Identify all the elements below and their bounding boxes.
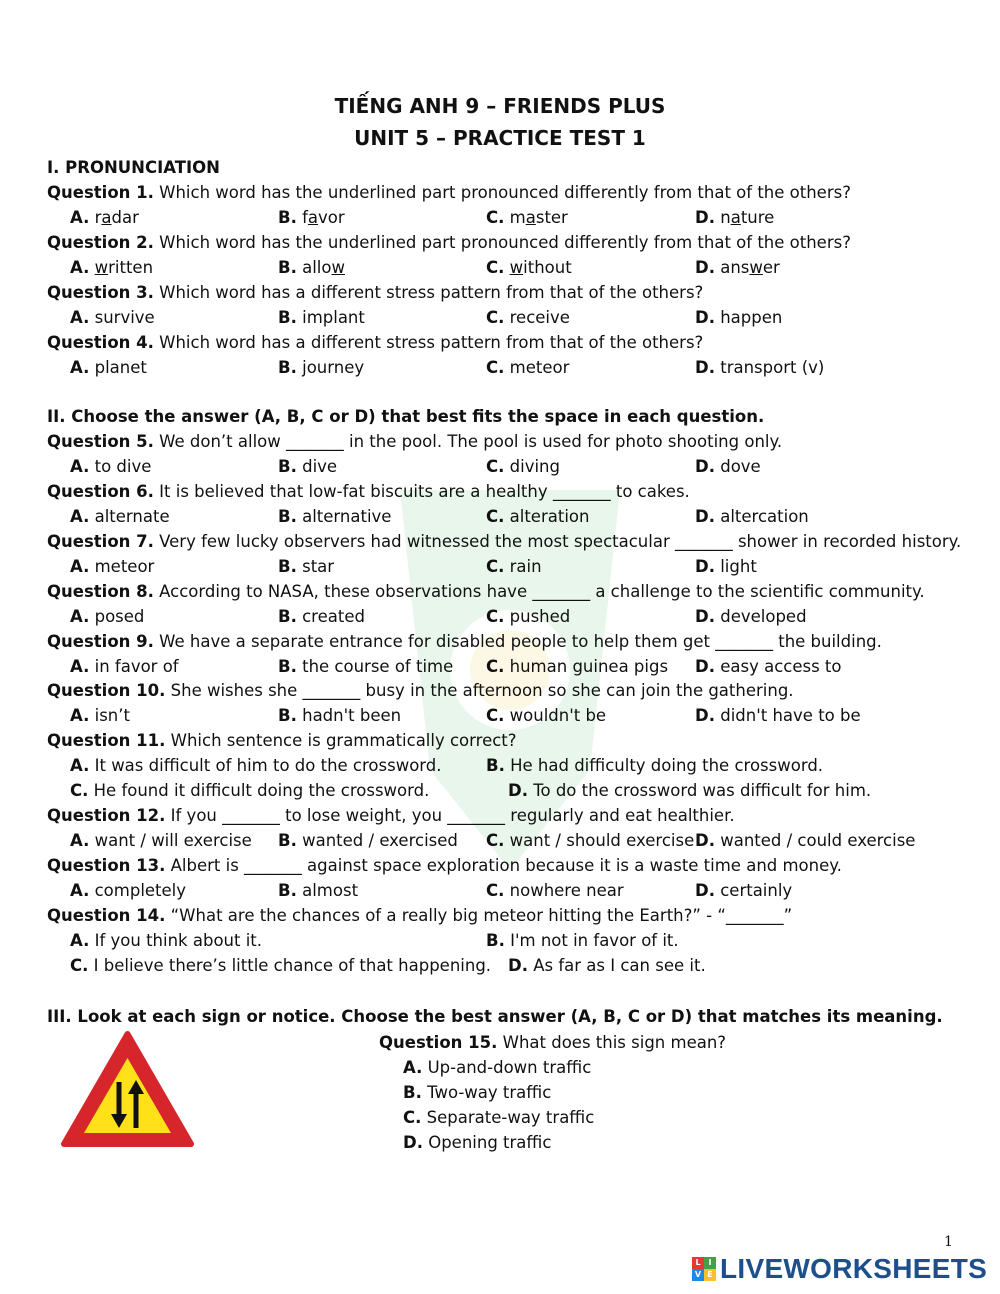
option-c[interactable]: C. pushed: [486, 607, 571, 626]
options-row: [47, 554, 957, 579]
option-d[interactable]: D. transport (v): [695, 358, 825, 377]
option-a[interactable]: A. survive: [70, 308, 155, 327]
option-d[interactable]: D. certainly: [695, 881, 793, 900]
option-c[interactable]: C. master: [486, 208, 568, 227]
section-heading-signs: III. Look at each sign or notice. Choose the best answer (A, B, C or D) that matches its meaning.: [47, 1007, 943, 1026]
options-row: [47, 504, 957, 529]
option-b[interactable]: B. created: [278, 607, 365, 626]
question-text: According to NASA, these observations have _______ a challenge to the scientific community.: [153, 582, 925, 601]
question-number: Question 6.: [47, 482, 154, 501]
question-text: Which sentence is grammatically correct?: [165, 731, 517, 750]
question-14: [47, 903, 792, 928]
option-a[interactable]: A. meteor: [70, 557, 155, 576]
question-text: Which word has a different stress pattern from that of the others?: [153, 333, 704, 352]
question-number: Question 3.: [47, 283, 154, 302]
question-text: Which word has a different stress pattern from that of the others?: [153, 283, 704, 302]
option-a[interactable]: A. completely: [70, 881, 187, 900]
option-d[interactable]: D. nature: [695, 208, 775, 227]
option-a[interactable]: A. If you think about it.: [70, 931, 263, 950]
option-b[interactable]: B. journey: [278, 358, 365, 377]
option-d[interactable]: D. dove: [695, 457, 761, 476]
option-c[interactable]: C. diving: [486, 457, 560, 476]
question-12: [47, 803, 735, 828]
section-heading-choose-answer: II. Choose the answer (A, B, C or D) that best fits the space in each question.: [47, 407, 765, 426]
question-7: [47, 529, 961, 554]
option-a[interactable]: A. to dive: [70, 457, 152, 476]
options-row: [47, 928, 957, 953]
option-b[interactable]: B. hadn't been: [278, 706, 402, 725]
options-row: [47, 454, 957, 479]
option-d[interactable]: D. answer: [695, 258, 780, 277]
option-a[interactable]: A. Up-and-down traffic: [403, 1058, 592, 1077]
question-number: Question 15.: [379, 1033, 498, 1052]
option-d[interactable]: D. happen: [695, 308, 783, 327]
question-number: Question 10.: [47, 681, 166, 700]
question-number: Question 2.: [47, 233, 154, 252]
option-b[interactable]: B. Two-way traffic: [403, 1083, 552, 1102]
two-way-traffic-sign-icon: [60, 1030, 195, 1150]
option-c[interactable]: C. Separate-way traffic: [403, 1108, 595, 1127]
options-row: [47, 205, 957, 230]
question-9: [47, 629, 882, 654]
logo-text: LIVEWORKSHEETS: [720, 1253, 988, 1284]
options-row: [47, 703, 957, 728]
options-row: [47, 753, 957, 778]
option-a[interactable]: A. radar: [70, 208, 139, 227]
option-d[interactable]: D. didn't have to be: [695, 706, 861, 725]
option-c[interactable]: C. He found it difficult doing the crossword.: [70, 781, 430, 800]
question-2: [47, 230, 851, 255]
option-c[interactable]: C. human guinea pigs: [486, 657, 669, 676]
option-b[interactable]: B. allow: [278, 258, 345, 277]
option-c[interactable]: C. meteor: [486, 358, 570, 377]
option-b[interactable]: B. favor: [278, 208, 345, 227]
option-b[interactable]: B. dive: [278, 457, 338, 476]
options-row: [47, 604, 957, 629]
options-row: [47, 953, 957, 978]
option-c[interactable]: C. alteration: [486, 507, 590, 526]
option-c[interactable]: C. wouldn't be: [486, 706, 607, 725]
question-number: Question 14.: [47, 906, 166, 925]
option-b[interactable]: B. wanted / exercised: [278, 831, 458, 850]
question-text: Which word has the underlined part pronounced differently from that of the others?: [153, 183, 851, 202]
option-d[interactable]: D. wanted / could exercise: [695, 831, 916, 850]
question-text: She wishes she _______ busy in the afternoon so she can join the gathering.: [165, 681, 794, 700]
question-3: [47, 280, 703, 305]
question-15-stem: [379, 1030, 726, 1055]
option-c[interactable]: C. without: [486, 258, 572, 277]
options-row: [47, 654, 957, 679]
question-number: Question 4.: [47, 333, 154, 352]
option-b[interactable]: B. implant: [278, 308, 365, 327]
option-a[interactable]: A. posed: [70, 607, 145, 626]
option-d[interactable]: D. To do the crossword was difficult for him.: [508, 781, 872, 800]
question-5: [47, 429, 782, 454]
question-text: “What are the chances of a really big meteor hitting the Earth?” - “_______”: [165, 906, 793, 925]
option-d[interactable]: D. altercation: [695, 507, 809, 526]
question-text: If you _______ to lose weight, you _______ regularly and eat healthier.: [165, 806, 735, 825]
question-number: Question 9.: [47, 632, 154, 651]
option-a[interactable]: A. alternate: [70, 507, 170, 526]
question-text: Albert is _______ against space exploration because it is a waste time and money.: [165, 856, 842, 875]
option-d[interactable]: D. easy access to: [695, 657, 842, 676]
option-a[interactable]: A. want / will exercise: [70, 831, 252, 850]
option-c[interactable]: C. want / should exercise: [486, 831, 695, 850]
section-heading-pronunciation: I. PRONUNCIATION: [47, 158, 220, 177]
options-row: [47, 305, 957, 330]
question-text: Which word has the underlined part pronounced differently from that of the others?: [153, 233, 851, 252]
options-row: [47, 878, 957, 903]
question-number: Question 11.: [47, 731, 166, 750]
option-b[interactable]: B. the course of time: [278, 657, 454, 676]
question-13: [47, 853, 842, 878]
page-number: 1: [944, 1234, 953, 1250]
question-6: [47, 479, 690, 504]
option-a[interactable]: A. planet: [70, 358, 147, 377]
option-c[interactable]: C. receive: [486, 308, 570, 327]
question-10: [47, 678, 794, 703]
question-11: [47, 728, 517, 753]
option-c[interactable]: C. nowhere near: [486, 881, 624, 900]
question-4: [47, 330, 703, 355]
option-d[interactable]: D. Opening traffic: [403, 1133, 552, 1152]
option-d[interactable]: D. light: [695, 557, 757, 576]
option-b[interactable]: B. He had difficulty doing the crossword.: [486, 756, 824, 775]
question-text: It is believed that low-fat biscuits are a healthy _______ to cakes.: [153, 482, 690, 501]
question-text: What does this sign mean?: [497, 1033, 727, 1052]
option-c[interactable]: C. rain: [486, 557, 542, 576]
option-a[interactable]: A. written: [70, 258, 154, 277]
option-b[interactable]: B. alternative: [278, 507, 392, 526]
option-a[interactable]: A. It was difficult of him to do the crossword.: [70, 756, 442, 775]
question-1: [47, 180, 851, 205]
question-number: Question 7.: [47, 532, 154, 551]
option-a[interactable]: A. isn’t: [70, 706, 130, 725]
page-title: TIẾNG ANH 9 – FRIENDS PLUS: [334, 94, 666, 118]
options-row: [47, 355, 957, 380]
option-b[interactable]: B. I'm not in favor of it.: [486, 931, 679, 950]
option-d[interactable]: D. developed: [695, 607, 807, 626]
question-8: [47, 579, 925, 604]
option-c[interactable]: C. I believe there’s little chance of that happening.: [70, 956, 492, 975]
options-row: [47, 828, 957, 853]
question-number: Question 8.: [47, 582, 154, 601]
question-text: We have a separate entrance for disabled people to help them get _______ the building.: [153, 632, 882, 651]
question-text: We don’t allow _______ in the pool. The pool is used for photo shooting only.: [153, 432, 783, 451]
options-row: [47, 778, 957, 803]
page-subtitle: UNIT 5 – PRACTICE TEST 1: [354, 126, 646, 150]
option-d[interactable]: D. As far as I can see it.: [508, 956, 706, 975]
question-text: Very few lucky observers had witnessed the most spectacular _______ shower in recorded history.: [153, 532, 962, 551]
liveworksheets-logo[interactable]: [692, 1254, 987, 1284]
question-number: Question 5.: [47, 432, 154, 451]
option-a[interactable]: A. in favor of: [70, 657, 179, 676]
option-b[interactable]: B. star: [278, 557, 335, 576]
question-number: Question 12.: [47, 806, 166, 825]
option-b[interactable]: B. almost: [278, 881, 359, 900]
question-number: Question 1.: [47, 183, 154, 202]
question-number: Question 13.: [47, 856, 166, 875]
options-row: [47, 255, 957, 280]
liveworksheets-icon: L I V E: [692, 1257, 716, 1281]
